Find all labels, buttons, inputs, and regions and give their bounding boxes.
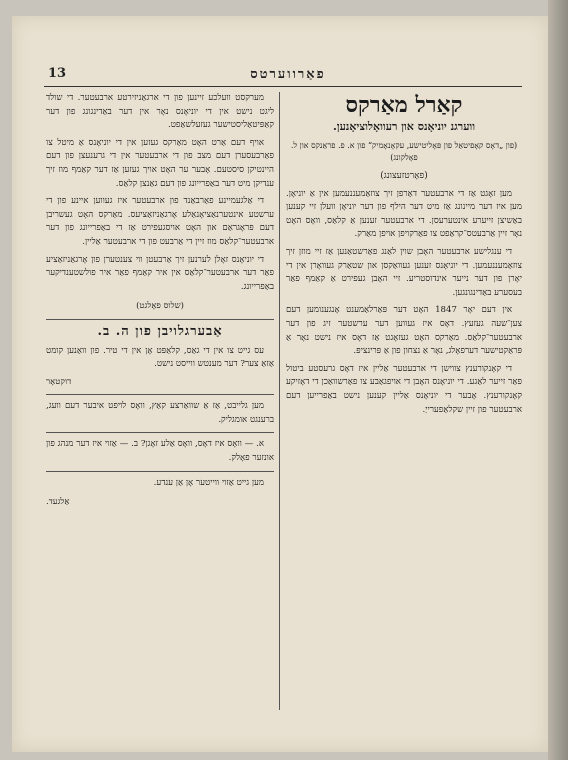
- short-item: מען גלייבט, אַז אַ שוואַרצע קאַץ, וואָס לויפט איבער דעם וועג, ברענגט אומגליק.: [46, 401, 274, 425]
- article-paragraph: מען זאָגט אַז די ארבעטער דאַרפן זיך צוזאַמעננעמען אין אַ יוניאָן. מען איז דער מיינונג אַז מיט דער הילף פון דער יוניאָן וועלן זיי קענען באַשיצן זייערע אינטערעסן. די ארבעטער זענען אַ קלאַס, וואָס האָט נאָר זיין אַרבעטס־קראַפט צו פאַרקויפן אויפן מאַרק.: [286, 188, 522, 240]
- section-rule: [46, 471, 274, 472]
- header-rule: [44, 86, 522, 87]
- left-column: [46, 92, 274, 716]
- source-note: (פון „דאָס קאָפיטאַל פון פּאָליטישע, עקאָנאָמיק“ פון א. פ. פראַנקס און ל. פאָלקונג): [290, 141, 518, 162]
- article-paragraph: די אַלגעמיינע פאַרבאַנד פון ארבעטער איז געווען איינע פון די ערשטע אינטערנאַציאָנאַלע אָרגאַניזאַציעס. מאַרקס האָט געשריבן דעם פּראָגראַם און האָט אויסגעפירט אַז די באַפרייונג פון דער ארבעטער־קלאַס מוז זיין די אַרבעט פון די ארבעטער אַליין.: [46, 196, 274, 247]
- page-number: 13: [48, 66, 67, 81]
- article-paragraph: אויף דעם אַרט האָט מאַרקס געזען אין די יוניאָנס אַ מיטל צו פאַרבעסערן דעם מצב פון די ארבעטער אין די גרענעצן פון דעם היינטיקן סיסטעם. אָבער ער האָט אויך געזען אַז דער קאַמף מוז זיך ענדיקן מיט דער באַפרייונג פון דעם גאַנצן קלאַס.: [46, 137, 274, 189]
- section-rule: [46, 394, 274, 395]
- page-header: [48, 66, 528, 84]
- section-rule: [46, 432, 274, 433]
- right-column: [286, 92, 522, 716]
- article-paragraph: די ענגלישע ארבעטער האָבן שוין לאַנג פאַרשטאַנען אַז זיי מוזן זיך צוזאַמעננעמען. די יוניאָנס זענען געוואַקסן און שטאַרק געוואָרן אין די יאָרן פון דער נייער אינדוסטריע. זיי האָבן געפירט אַ קאַמף פאַר בעסערע באַדינגונגען.: [286, 246, 522, 298]
- section-rule: [46, 319, 274, 320]
- page-edge: [548, 0, 568, 760]
- short-item: א. — וואָס איז דאָס, וואָס אַלע זאָגן? ב. — אַזוי איז דער מנהג פון אונזער פאָלק.: [46, 439, 274, 464]
- article-headline: קאַרל מאַרקס: [345, 92, 463, 118]
- article-paragraph: די קאָנקורענץ צווישן די ארבעטער אַליין איז דאָס גרעסטע ביטול פאַר זייער לאַגע. די יוניאָנס האָבן די אויפגאַבע צו פאַרשוואַכן די דאָזיקע קאָנקורענץ. אָבער די יוניאָנס אַליין קענען נישט באַפרייען דעם ארבעטער פון זיין שקלאַפערייַ.: [286, 363, 522, 415]
- short-item: עס גייט צו אין די גאַס, קלאַפּט אָן אין די טיר. פון וואַנען קומט אַזאַ צער? דער מענטש ווייסט נישט.: [46, 345, 274, 370]
- to-be-continued: (שלוס פאָלגט): [136, 301, 184, 312]
- closing-signature: אַלגעד.: [46, 497, 70, 508]
- article-paragraph: אין דעם יאָר 1847 האָט דער פּאַרלאַמענט אָנגענומען דעם צען־שעה געזעץ. דאָס איז געווען דער ערשטער זיג פון דער ארבעטער־קלאַס. מאַרקס האָט געזאָגט אַז דאָס איז נישט נאָר אַ פּראַקטישער דערפאָלג, נאָר אַ נצחון פון אַ פּרינציפּ.: [286, 305, 522, 357]
- article-paragraph: מערקסט וועלכע זיינען פון די ארגאַניזירטע ארבעטער. די שולד ליגט נישט אין די יוניאָנס נאָר אין דער באַדינגונג פון דער קאַפּיטאַליסטישער געזעלשאַפט.: [46, 93, 274, 131]
- item-signature: דוקטאָר: [46, 376, 72, 387]
- journal-title: פאַרווערטס: [250, 67, 326, 82]
- short-item: מען גייט אַזוי ווייטער אָן אַן ענדע.: [153, 477, 264, 488]
- column-divider: [279, 92, 280, 710]
- article-paragraph: די יוניאָנס זאָלן לערנען זיך אַרבעטן ווי צענטערן פון אָרגאַניזאַציע פאַר דער ארבעטער־קלאַס אין איר קאַמף פאַר איר פולשטענדיקער באַפרייונג.: [46, 254, 274, 292]
- continuation-mark: (פאָרטזעצונג): [380, 171, 428, 181]
- section-byline: אַבערגלויבן פון ה. ב.: [97, 323, 223, 339]
- article-subhead: ווערגנ יוניאָנס און רעוואָלוציאָנען.: [332, 120, 476, 133]
